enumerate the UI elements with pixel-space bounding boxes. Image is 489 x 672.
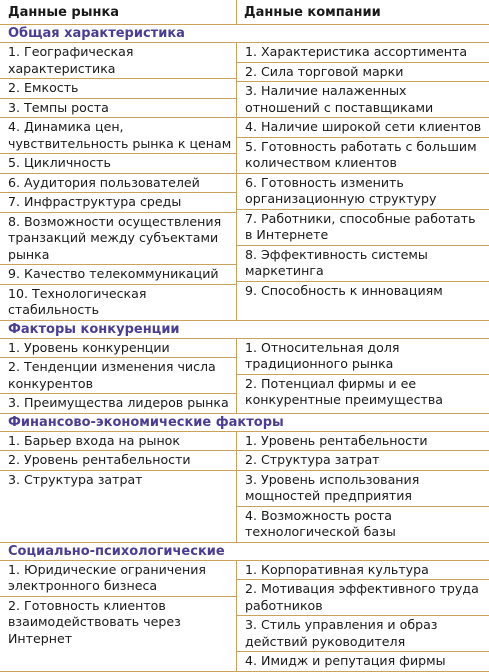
company-item: 9. Способность к инновациям [245, 282, 443, 298]
market-item: 6. Аудитория пользователей [0, 174, 236, 194]
section-title: Факторы конкуренции [0, 321, 489, 339]
market-column [0, 561, 236, 671]
market-column [0, 339, 236, 413]
section-title: Общая характеристика [0, 25, 489, 43]
company-item: 1. Корпоративная культура [237, 561, 489, 581]
company-item: 1. Относительная доля традиционного рынка [237, 339, 489, 375]
market-item: 4. Динамика цен, чувствительность рынка к ценам [0, 118, 236, 154]
company-item: 3. Наличие налаженных отношений с поставщиками [237, 82, 489, 118]
company-item: 6. Готовность изменить организационную структуру [237, 174, 489, 210]
section-general-characteristics [0, 25, 489, 321]
market-item: 1. Юридические ограничения электронного бизнеса [0, 561, 236, 597]
company-column [236, 432, 489, 542]
company-item: 4. Наличие широкой сети клиентов [237, 118, 489, 138]
company-item: 4. Возможность роста технологической базы [245, 507, 396, 539]
market-item: 1. Географическая характеристика [0, 43, 236, 79]
company-item: 3. Стиль управления и образ действий руководителя [237, 616, 489, 652]
section-financial-economic-factors [0, 414, 489, 543]
section-competition-factors [0, 321, 489, 414]
market-item: 1. Уровень конкуренции [0, 339, 236, 359]
company-column [236, 339, 489, 413]
market-item: 2. Емкость [0, 79, 236, 99]
market-item: 9. Качество телекоммуникаций [0, 265, 236, 285]
company-item: 5. Готовность работать с большим количеством клиентов [237, 138, 489, 174]
company-item: 4. Имидж и репутация фирмы [245, 653, 446, 668]
company-item: 1. Характеристика ассортимента [237, 43, 489, 63]
company-item: 8. Эффективность системы маркетинга [237, 246, 489, 282]
market-data-header: Данные рынка [8, 5, 120, 20]
section-columns [0, 432, 489, 543]
market-item: 8. Возможности осуществления транзакций между субъектами рынка [0, 213, 236, 266]
company-item: 7. Работники, способные работать в Интернете [237, 210, 489, 246]
company-column [236, 561, 489, 671]
section-title: Социально-психологические [0, 543, 489, 561]
company-item: 2. Мотивация эффективного труда работников [237, 580, 489, 616]
market-item: 10. Технологическая стабильность [8, 285, 147, 317]
company-data-header: Данные компании [244, 5, 381, 20]
company-column [236, 43, 489, 320]
column-divider [236, 0, 237, 24]
company-item: 2. Структура затрат [237, 451, 489, 471]
section-columns [0, 339, 489, 414]
market-item: 7. Инфраструктура среды [0, 193, 236, 213]
market-column [0, 432, 236, 542]
market-item: 2. Тенденции изменения числа конкурентов [0, 358, 236, 394]
table-body [0, 25, 489, 672]
table-header [0, 0, 489, 25]
market-item: 1. Барьер входа на рынок [0, 432, 236, 452]
section-columns [0, 43, 489, 321]
market-item: 3. Преимущества лидеров рынка [8, 395, 229, 410]
market-item: 5. Цикличность [0, 154, 236, 174]
market-item: 3. Темпы роста [0, 99, 236, 119]
company-item: 1. Уровень рентабельности [237, 432, 489, 452]
company-item: 2. Потенциал фирмы и ее конкурентные преимущества [245, 375, 443, 407]
market-column [0, 43, 236, 320]
section-socio-psychological-factors [0, 543, 489, 672]
section-title: Финансово-экономические факторы [0, 414, 489, 432]
market-item: 2. Готовность клиентов взаимодействовать через Интернет [8, 597, 181, 646]
company-item: 2. Сила торговой марки [237, 63, 489, 83]
section-columns [0, 561, 489, 672]
market-item: 3. Структура затрат [8, 471, 143, 487]
market-item: 2. Уровень рентабельности [0, 451, 236, 471]
company-item: 3. Уровень использования мощностей предприятия [237, 471, 489, 507]
